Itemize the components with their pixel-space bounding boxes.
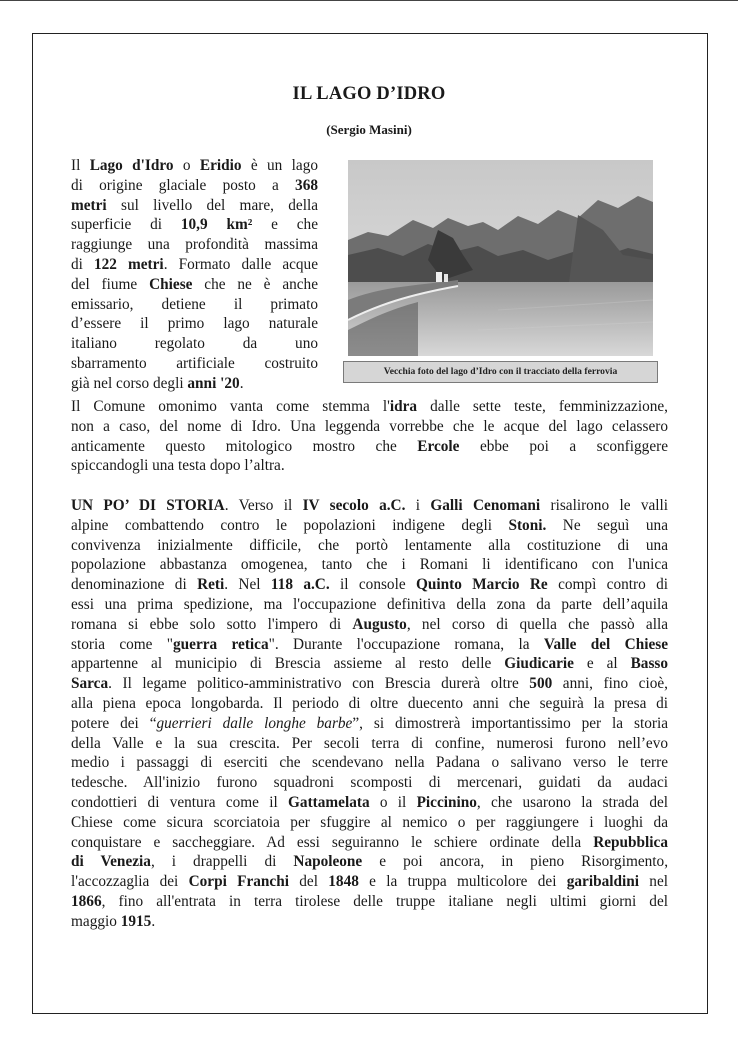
- text-run: sul livello del mare, della: [106, 196, 318, 214]
- text-run: o il: [369, 793, 417, 811]
- text-run: maggio: [71, 912, 121, 930]
- bold-term: idra: [389, 398, 418, 415]
- text-run: alpine combattendo contro le popolazioni indigene degli: [71, 516, 509, 534]
- bold-term: 10,9 km²: [180, 216, 253, 234]
- text-run: ebbe poi a sconfiggere: [459, 437, 668, 455]
- page-edge: [0, 0, 738, 1]
- text-run: e al: [573, 655, 631, 673]
- text-line: [71, 793, 668, 813]
- text-run: , i drappelli di: [150, 853, 294, 871]
- text-line: [71, 156, 318, 176]
- text-line: [71, 437, 668, 457]
- text-run: italiano regolato da uno: [71, 335, 318, 353]
- bold-term: Galli Cenomani: [430, 497, 541, 514]
- bold-term: Chiese: [149, 275, 193, 293]
- text-run: della Valle e la sua crescita. Per secoli terra di confine, numerosi furono nell’evo: [71, 734, 668, 752]
- text-line: [71, 456, 668, 476]
- text-line: [71, 295, 318, 315]
- text-run: superficie di: [71, 216, 181, 234]
- bold-term: anni '20: [187, 374, 240, 392]
- text-run: denominazione di: [71, 576, 198, 594]
- text-run: risalirono le valli: [540, 497, 669, 514]
- text-run: tedesche. All'inizio furono squadroni scomposti di mercenari, guidati da audaci: [71, 774, 668, 792]
- bold-term: 368: [295, 176, 318, 194]
- text-run: . Verso il: [224, 497, 303, 514]
- bold-term: UN PO’ DI STORIA: [71, 497, 225, 514]
- text-run: e che: [252, 216, 318, 234]
- text-run: conquistare e saccheggiare. Ad essi seguiranno le schiere ordinate della: [71, 833, 594, 851]
- bold-term: garibaldini: [566, 873, 640, 891]
- text-run: del: [288, 873, 329, 891]
- text-line: [71, 833, 668, 853]
- text-run: non a caso, del nome di Idro. Una leggenda vorrebbe che le acque del lago celassero: [71, 417, 668, 435]
- text-run: .: [151, 912, 156, 930]
- text-line: [71, 852, 668, 872]
- bold-term: 500: [529, 675, 553, 693]
- text-line: [71, 912, 668, 932]
- bold-term: metri: [71, 196, 107, 214]
- text-line: [71, 674, 668, 694]
- bold-term: Corpi Franchi: [188, 873, 289, 891]
- text-run: .: [239, 374, 244, 392]
- text-run: , che usarono la strada del: [476, 793, 669, 811]
- text-run: emissario, detiene il primato: [71, 295, 318, 313]
- bold-term: 122 metri: [93, 255, 164, 273]
- text-line: [71, 176, 318, 196]
- bold-term: 1866: [71, 892, 102, 910]
- document-author: (Sergio Masini): [326, 122, 412, 137]
- text-run: condottieri di ventura come il: [71, 793, 289, 811]
- text-run: , nel corso di quella che passò alla: [406, 615, 668, 633]
- bold-term: Gattamelata: [288, 793, 370, 811]
- comune-paragraph: [71, 397, 668, 476]
- text-line: [71, 516, 668, 536]
- bold-term: Stoni.: [508, 516, 547, 534]
- text-line: [71, 813, 668, 833]
- text-run: raggiunge una profondità massima: [71, 236, 318, 254]
- bold-term: 118 a.C.: [270, 576, 330, 594]
- text-line: [71, 694, 668, 714]
- text-run: popolazione abbastanza omogenea, tanto che i Romani li identificano con l'unica: [71, 556, 668, 574]
- text-line: [71, 536, 668, 556]
- text-line: [71, 615, 668, 635]
- bold-term: Repubblica: [593, 833, 668, 851]
- text-line: [71, 753, 668, 773]
- text-line: [71, 354, 318, 374]
- text-line: [71, 714, 668, 734]
- text-line: [71, 235, 318, 255]
- text-line: [71, 196, 318, 216]
- text-run: sbarramento artificiale costruito: [71, 354, 318, 372]
- text-line: [71, 734, 668, 754]
- text-run: di origine glaciale posto a: [71, 176, 296, 194]
- text-line: [71, 496, 668, 516]
- text-run: il console: [329, 576, 416, 594]
- text-line: [71, 595, 668, 615]
- text-run: ”, si dimostrerà importantissimo per la storia: [352, 714, 668, 732]
- text-run: potere dei “: [71, 714, 157, 732]
- text-run: nel: [639, 873, 668, 891]
- text-run: è un lago: [241, 157, 318, 174]
- storia-paragraph: [71, 496, 668, 932]
- text-run: anni, fino cioè,: [552, 675, 668, 693]
- bold-term: Augusto: [352, 615, 407, 633]
- text-run: . Il legame politico-amministrativo con Brescia durerà oltre: [108, 675, 530, 693]
- text-run: d’essere il primo lago naturale: [71, 315, 318, 333]
- text-line: [71, 334, 318, 354]
- text-run: . Formato dalle acque: [163, 255, 318, 273]
- italic-term: guerrieri dalle longhe barbe: [156, 714, 353, 732]
- bold-term: Lago d'Idro: [89, 157, 174, 174]
- bold-term: 1915: [120, 912, 152, 930]
- text-run: e la truppa multicolore dei: [358, 873, 567, 891]
- text-run: Il Comune omonimo vanta come stemma l': [71, 398, 390, 415]
- bold-term: Ercole: [417, 437, 460, 455]
- text-run: che ne è anche: [192, 275, 318, 293]
- text-run: e poi ancora, in pieno Risorgimento,: [362, 853, 669, 871]
- text-run: i: [405, 497, 431, 514]
- intro-paragraph: [71, 156, 318, 394]
- bold-term: Reti: [197, 576, 225, 594]
- text-run: essi una prima spedizione, ma l'occupazione definitiva della zona da parte dell’aquila: [71, 595, 668, 613]
- bold-term: Napoleone: [293, 853, 363, 871]
- text-run: alla piena epoca longobarda. Il periodo di oltre duecento anni che seguirà la presa di: [71, 694, 668, 712]
- text-run: o: [173, 157, 200, 174]
- text-run: Chiese come sicura scorciatoia per sfuggire al nemico o per raggiungere i luoghi da: [71, 813, 668, 831]
- text-run: del fiume: [71, 275, 150, 293]
- text-run: appartenne al municipio di Brescia assieme al resto delle: [71, 655, 505, 673]
- bold-term: Giudicarie: [504, 655, 574, 673]
- text-line: [71, 314, 318, 334]
- bold-term: Quinto Marcio Re: [415, 576, 548, 594]
- text-line: [71, 397, 668, 417]
- bold-term: Piccinino: [416, 793, 477, 811]
- text-line: [71, 555, 668, 575]
- bold-term: guerra retica: [173, 635, 269, 653]
- text-line: [71, 575, 668, 595]
- text-line: [71, 275, 318, 295]
- text-run: Ne seguì una: [546, 516, 668, 534]
- text-run: storia come ": [71, 635, 174, 653]
- bold-term: Basso: [630, 655, 668, 673]
- text-run: Il: [71, 157, 90, 174]
- text-run: spiccandogli una testa dopo l’altra.: [71, 457, 285, 475]
- lake-photo-image: [348, 160, 653, 356]
- text-run: , fino all'entrata in terra tirolese delle truppe italiane negli ultimi giorni del: [101, 892, 668, 910]
- text-line: [71, 635, 668, 655]
- text-line: [71, 773, 668, 793]
- bold-term: Valle del Chiese: [543, 635, 668, 653]
- text-line: [71, 215, 318, 235]
- text-run: compì contro di: [547, 576, 669, 594]
- text-run: di: [71, 255, 94, 273]
- bold-term: IV secolo a.C.: [302, 497, 406, 514]
- text-line: [71, 255, 318, 275]
- bold-term: 1848: [328, 873, 359, 891]
- text-run: medio i passaggi di eserciti che scendevano nella Padana o salivano verso le terre: [71, 754, 668, 772]
- text-run: . Nel: [224, 576, 271, 594]
- document-title: IL LAGO D’IDRO: [292, 84, 446, 104]
- text-run: convivenza inizialmente difficile, che portò lentamente alla costituzione di una: [71, 536, 668, 554]
- text-run: romana si ebbe solo sotto l'impero di: [71, 615, 353, 633]
- text-line: [71, 654, 668, 674]
- lake-photo: [348, 160, 653, 356]
- text-line: [71, 872, 668, 892]
- text-run: l'accozzaglia dei: [71, 873, 189, 891]
- text-line: [71, 374, 318, 394]
- text-run: ". Durante l'occupazione romana, la: [268, 635, 544, 653]
- bold-term: Sarca: [71, 675, 109, 693]
- text-run: già nel corso degli: [71, 374, 188, 392]
- bold-term: di Venezia: [71, 853, 151, 871]
- text-run: anticamente questo mitologico mostro che: [71, 437, 418, 455]
- photo-caption: Vecchia foto del lago d’Idro con il tracciato della ferrovia: [343, 361, 658, 383]
- text-line: [71, 417, 668, 437]
- bold-term: Eridio: [199, 157, 242, 174]
- text-run: dalle sette teste, femminizzazione,: [417, 398, 669, 415]
- text-line: [71, 892, 668, 912]
